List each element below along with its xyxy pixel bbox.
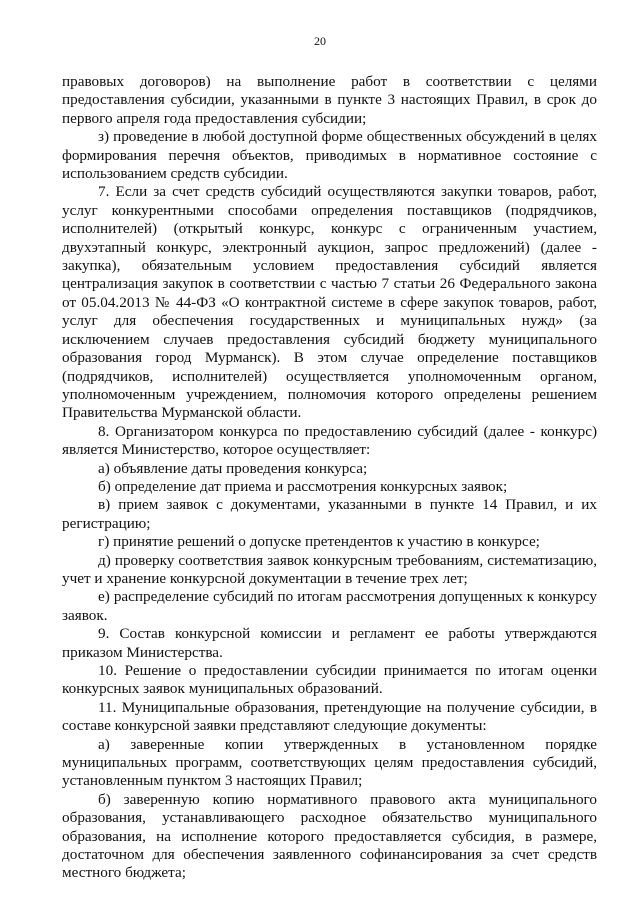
paragraph-8b: б) определение дат приема и рассмотрения конкурсных заявок; (98, 477, 508, 495)
paragraph-8: 8. Организатором конкурса по предоставлению субсидий (далее - конкурс) является Министерство, которое осуществляет: (62, 422, 597, 459)
page-number: 20 (314, 34, 326, 48)
paragraph-10: 10. Решение о предоставлении субсидии принимается по итогам оценки конкурсных заявок муниципальных образований. (62, 662, 597, 698)
paragraph-8g: г) принятие решений о допуске претендентов к участию в конкурсе; (98, 533, 540, 551)
paragraph-8v: в) прием заявок с документами, указанными в пункте 14 Правил, и их регистрацию; (62, 496, 597, 532)
paragraph-11a: а) заверенные копии утвержденных в установленном порядке муниципальных программ, соответствующих целям предоставления субсидий, установленным пунктом 3 настоящих Правил; (62, 735, 597, 790)
paragraph-8d: д) проверку соответствия заявок конкурсным требованиям, систематизацию, учет и хранение конкурсной документации в течение трех лет; (62, 551, 597, 587)
paragraph-7: 7. Если за счет средств субсидий осуществляются закупки товаров, работ, услуг конкурентными способами определения поставщиков (подрядчиков, исполнителей) (открытый конкурс, конкурс с ограниченным участием, двухэтапный конкурс, электронный аукцион, запрос предложений) (далее - закупка), обязательным условием предоставления субсидий является централизация закупок в соответствии с частью 7 статьи 26 Федерального закона от 05.04.2013 № 44-ФЗ «О контрактной системе в сфере закупок товаров, работ, услуг для обеспечения государственных и муниципальных нужд» (за исключением случаев предоставления субсидий бюджету муниципального образования город Мурманск). В этом случае определение поставщиков (подрядчиков, исполнителей) осуществляется уполномоченным органом, уполномоченным учреждением, полномочия которого определены решением Правительства Мурманской области. (62, 183, 597, 422)
paragraph-11b: б) заверенную копию нормативного правового акта муниципального образования, устанавливающего расходное обязательство муниципального образования, на исполнение которого предоставляется субсидия, в размере, достаточном для обеспечения заявленного софинансирования за счет средств местного бюджета; (62, 790, 597, 882)
paragraph-8a: а) объявление даты проведения конкурса; (98, 459, 368, 477)
paragraph-9: 9. Состав конкурсной комиссии и регламент ее работы утверждаются приказом Министерства. (62, 625, 597, 661)
paragraph-11: 11. Муниципальные образования, претендующие на получение субсидии, в составе конкурсной заявки представляют следующие документы: (62, 698, 597, 735)
document-body (62, 73, 597, 883)
paragraph-continuation: правовых договоров) на выполнение работ в соответствии с целями предоставления субсидии, указанными в пункте 3 настоящих Правил, в срок до первого апреля года предоставления субсидии; (62, 73, 597, 127)
paragraph-8e: е) распределение субсидий по итогам рассмотрения допущенных к конкурсу заявок. (62, 588, 597, 624)
paragraph-item-z: з) проведение в любой доступной форме общественных обсуждений в целях формирования перечня объектов, приводимых в нормативное состояние с использованием средств субсидии. (62, 128, 597, 183)
